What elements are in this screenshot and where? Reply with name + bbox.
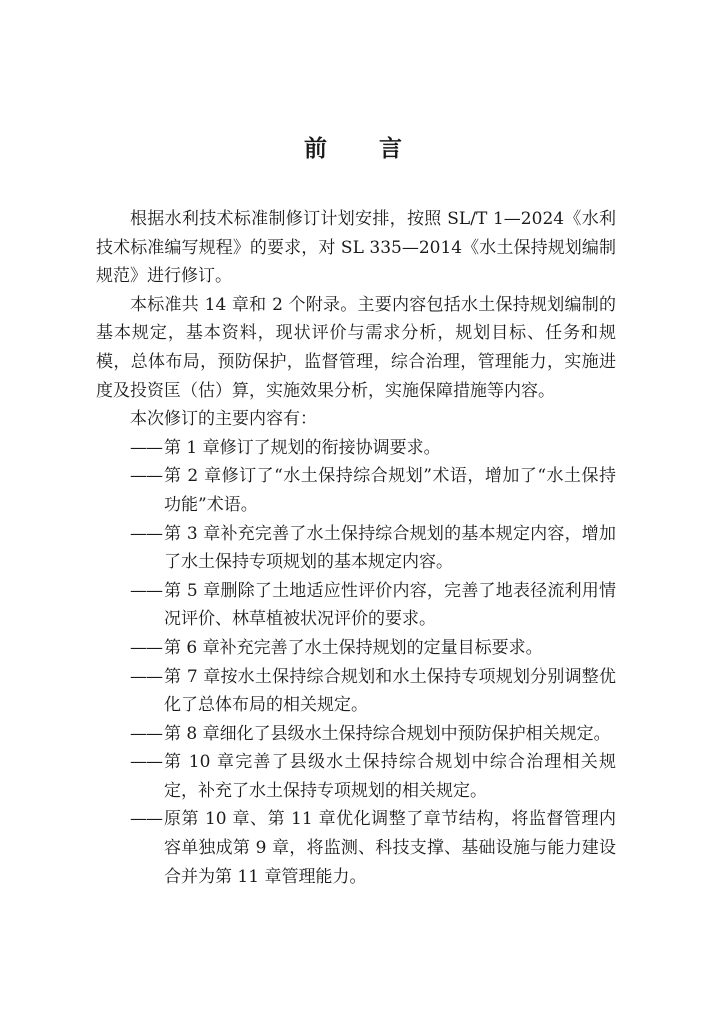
list-item-text: 第 10 章完善了县级水土保持综合规划中综合治理相关规定，补充了水土保持专项规划的相关规定。 (164, 752, 616, 801)
list-item-text: 第 3 章补充完善了水土保持综合规划的基本规定内容，增加了水土保持专项规划的基本规定内容。 (164, 523, 616, 573)
list-item-text: 第 1 章修订了规划的衔接协调要求。 (164, 437, 441, 458)
paragraph-revision-intro: 本次修订的主要内容有： (130, 409, 317, 430)
list-item-text: 第 2 章修订了“水土保持综合规划”术语，增加了“水土保持功能”术语。 (164, 466, 616, 515)
list-item (96, 577, 616, 634)
list-dash: —— (130, 523, 162, 544)
list-dash: —— (130, 752, 162, 773)
list-item-text: 原第 10 章、第 11 章优化调整了章节结构，将监督管理内容单独成第 9 章，将监测、科技支撑、基础设施与能力建设合并为第 11 章管理能力。 (164, 809, 616, 887)
list-item-text: 第 6 章补充完善了水土保持规划的定量目标要求。 (164, 637, 543, 658)
list-item (96, 663, 616, 720)
list-dash: —— (130, 437, 162, 458)
list-item (96, 748, 616, 805)
list-item (96, 805, 616, 891)
list-dash: —— (130, 637, 162, 658)
list-item (96, 720, 616, 749)
list-item-text: 第 5 章删除了土地适应性评价内容，完善了地表径流利用情况评价、林草植被状况评价的要求。 (164, 580, 616, 630)
list-dash: —— (130, 666, 162, 687)
title-char-2: 言 (379, 136, 402, 162)
list-dash: —— (130, 580, 162, 601)
list-item-text: 第 7 章按水土保持综合规划和水土保持专项规划分别调整优化了总体布局的相关规定。 (164, 666, 616, 716)
list-item (96, 520, 616, 577)
document-body (96, 205, 616, 891)
list-item-text: 第 8 章细化了县级水土保持综合规划中预防保护相关规定。 (164, 723, 611, 744)
paragraph-revision-basis: 根据水利技术标准制修订计划安排，按照 SL/T 1—2024《水利技术标准编写规程》的要求，对 SL 335—2014《水土保持规划编制规范》进行修订。 (96, 209, 616, 287)
list-dash: —— (130, 466, 162, 487)
list-item (96, 434, 616, 463)
list-item (96, 634, 616, 663)
page-title (0, 134, 706, 164)
list-item (96, 462, 616, 519)
list-dash: —— (130, 809, 162, 830)
title-char-1: 前 (304, 136, 327, 162)
paragraph-contents-summary: 本标准共 14 章和 2 个附录。主要内容包括水土保持规划编制的基本规定，基本资料，现状评价与需求分析，规划目标、任务和规模，总体布局，预防保护，监督管理，综合治理，管理能力，实施进度及投资匡（估）算，实施效果分析，实施保障措施等内容。 (96, 294, 616, 401)
list-dash: —— (130, 723, 162, 744)
